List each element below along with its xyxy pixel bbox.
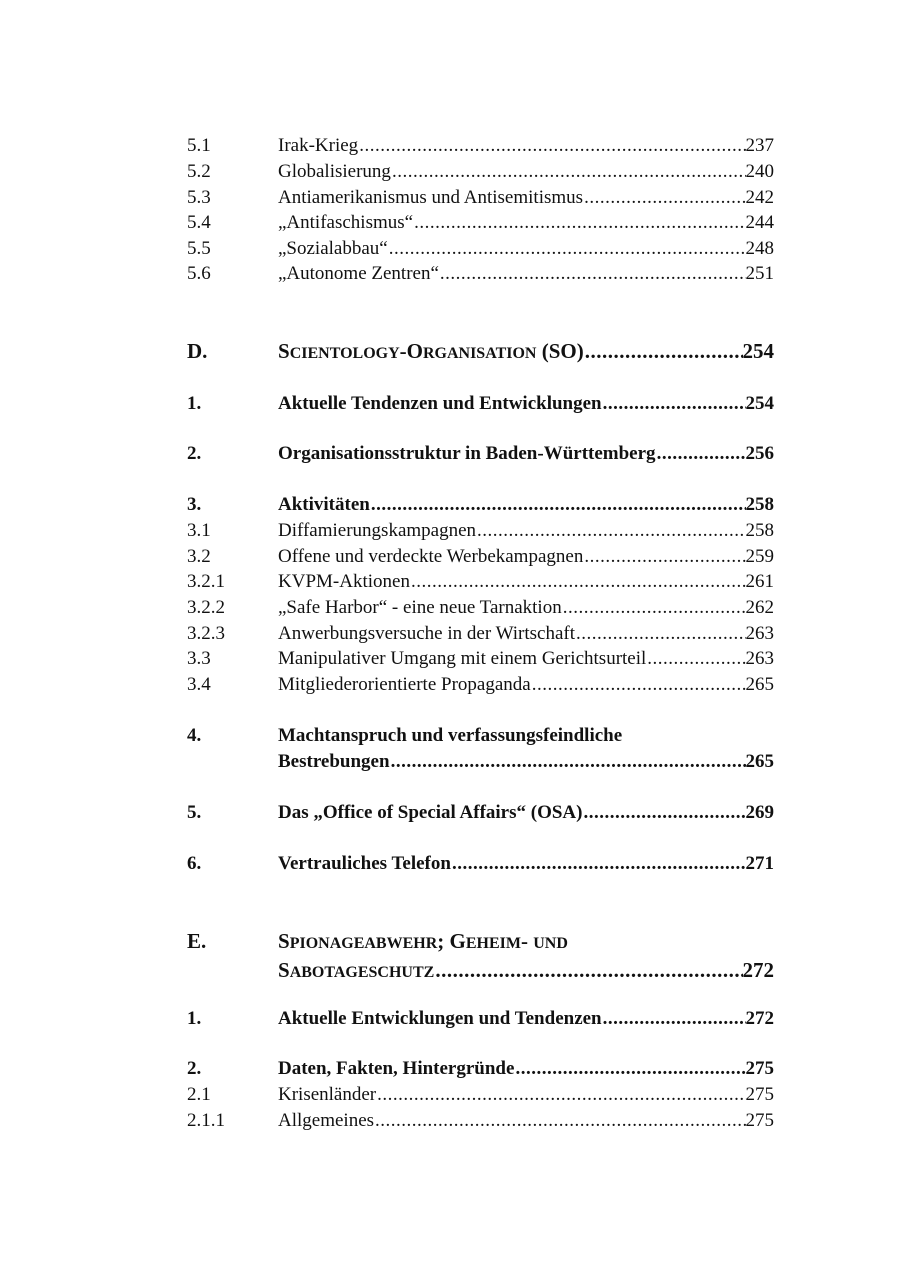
toc-entry-d-3[interactable] (187, 492, 774, 518)
entry-title: Das „Office of Special Affairs“ (OSA) (278, 802, 583, 823)
entry-number: 5.6 (187, 263, 211, 284)
toc-entry-5-6[interactable] (187, 261, 774, 287)
entry-number: 3.2.3 (187, 623, 225, 644)
dot-leader (410, 569, 746, 595)
dot-leader (439, 261, 746, 287)
entry-page: 258 (745, 520, 774, 541)
dot-leader (562, 595, 746, 621)
entry-title-line1: Machtanspruch und verfassungsfeindliche (278, 725, 623, 746)
entry-title: Antiamerikanismus und Antisemitismus (278, 187, 584, 208)
entry-number: 3.3 (187, 648, 211, 669)
section-letter: E. (187, 929, 207, 953)
entry-title: Allgemeines (278, 1110, 375, 1131)
entry-title: Krisenländer (278, 1084, 377, 1105)
toc-entry-5-5[interactable] (187, 236, 774, 262)
entry-number: 5.2 (187, 161, 211, 182)
dot-leader (370, 492, 746, 518)
entry-page: 240 (745, 161, 774, 182)
dot-leader (575, 621, 746, 647)
entry-title: Organisationsstruktur in Baden-Württemberg (278, 443, 656, 464)
entry-page: 244 (745, 212, 774, 233)
section-page: 254 (742, 339, 774, 363)
toc-entry-d-3-4[interactable] (187, 672, 774, 698)
entry-page: 263 (745, 648, 774, 669)
entry-page: 275 (745, 1084, 774, 1105)
entry-title: Aktuelle Tendenzen und Entwicklungen (278, 393, 602, 414)
entry-page: 265 (745, 750, 774, 772)
toc-entry-5-2[interactable] (187, 159, 774, 185)
entry-page: 237 (745, 135, 774, 156)
entry-page: 271 (745, 853, 774, 874)
entry-number: 6. (187, 853, 202, 874)
dot-leader (451, 851, 746, 877)
toc-entry-d-4[interactable] (187, 723, 774, 774)
dot-leader (602, 1006, 746, 1032)
entry-title: Aktivitäten (278, 494, 370, 515)
toc-entry-5-3[interactable] (187, 185, 774, 211)
toc-entry-d-6[interactable] (187, 851, 774, 877)
entry-page: 259 (745, 546, 774, 567)
dot-leader (358, 133, 745, 159)
toc-entry-5-1[interactable] (187, 133, 774, 159)
entry-title-line2: Bestrebungen (278, 750, 390, 772)
dot-leader (388, 236, 746, 262)
dot-leader (531, 672, 746, 698)
entry-page: 265 (745, 674, 774, 695)
toc-entry-d-1[interactable] (187, 391, 774, 417)
entry-title: Aktuelle Entwicklungen und Tendenzen (278, 1008, 602, 1029)
entry-page: 275 (745, 1110, 774, 1131)
dot-leader (374, 1108, 745, 1134)
toc-entry-e-2-1-1[interactable] (187, 1108, 774, 1134)
toc-entry-d-3-2-2[interactable] (187, 595, 774, 621)
entry-title: „Autonome Zentren“ (278, 263, 439, 284)
toc-section-d[interactable] (187, 338, 774, 367)
entry-title: Anwerbungsversuche in der Wirtschaft (278, 623, 575, 644)
entry-number: 5.3 (187, 187, 211, 208)
toc-entry-e-2-1[interactable] (187, 1082, 774, 1108)
entry-number: 2.1 (187, 1084, 211, 1105)
section-title: SCIENTOLOGY-ORGANISATION (SO) (278, 339, 584, 363)
entry-page: 251 (745, 263, 774, 284)
entry-number: 3.1 (187, 520, 211, 541)
entry-page: 275 (745, 1058, 774, 1079)
entry-title: „Safe Harbor“ - eine neue Tarnaktion (278, 597, 562, 618)
entry-number: 2. (187, 1058, 202, 1079)
dot-leader (602, 391, 746, 417)
toc-entry-d-2[interactable] (187, 441, 774, 467)
entry-number: 5.1 (187, 135, 211, 156)
dot-leader (646, 646, 745, 672)
section-title-line1: SPIONAGEABWEHR; GEHEIM- UND (278, 929, 568, 953)
section-title-line2: SABOTAGESCHUTZ (278, 958, 435, 982)
entry-number: 2. (187, 443, 202, 464)
toc-entry-d-3-2[interactable] (187, 544, 774, 570)
dot-leader (583, 185, 745, 211)
entry-page: 262 (745, 597, 774, 618)
entry-number: 5. (187, 802, 202, 823)
dot-leader (376, 1082, 745, 1108)
entry-number: 1. (187, 393, 202, 414)
entry-title: Irak-Krieg (278, 135, 359, 156)
entry-page: 269 (745, 802, 774, 823)
entry-page: 254 (745, 393, 774, 414)
dot-leader (391, 159, 746, 185)
entry-title: Daten, Fakten, Hintergründe (278, 1058, 515, 1079)
dot-leader (476, 518, 745, 544)
entry-title: Globalisierung (278, 161, 391, 182)
entry-number: 3.2 (187, 546, 211, 567)
entry-number: 2.1.1 (187, 1110, 225, 1131)
toc-entry-e-2[interactable] (187, 1056, 774, 1082)
toc-entry-e-1[interactable] (187, 1006, 774, 1032)
toc-entry-d-3-2-1[interactable] (187, 569, 774, 595)
entry-title: „Antifaschismus“ (278, 212, 414, 233)
toc-entry-d-3-2-3[interactable] (187, 621, 774, 647)
entry-number: 5.5 (187, 238, 211, 259)
entry-page: 242 (745, 187, 774, 208)
entry-page: 261 (745, 571, 774, 592)
dot-leader (413, 210, 745, 236)
entry-title: Manipulativer Umgang mit einem Gerichtsurteil (278, 648, 647, 669)
dot-leader (390, 749, 746, 775)
entry-number: 3.2.1 (187, 571, 225, 592)
toc-section-e[interactable] (187, 928, 774, 986)
dot-leader (434, 957, 742, 983)
dot-leader (514, 1056, 745, 1082)
entry-page: 256 (745, 443, 774, 464)
dot-leader (584, 338, 743, 364)
entry-page: 263 (745, 623, 774, 644)
entry-number: 1. (187, 1008, 202, 1029)
entry-title: Offene und verdeckte Werbekampagnen (278, 546, 584, 567)
toc-entry-d-3-1[interactable] (187, 518, 774, 544)
entry-number: 5.4 (187, 212, 211, 233)
entry-page: 258 (745, 494, 774, 515)
entry-title: Mitgliederorientierte Propaganda (278, 674, 531, 695)
entry-title: Vertrauliches Telefon (278, 853, 451, 874)
toc-entry-d-5[interactable] (187, 800, 774, 826)
entry-number: 3.4 (187, 674, 211, 695)
entry-number: 4. (187, 725, 202, 746)
entry-title: KVPM-Aktionen (278, 571, 410, 592)
dot-leader (656, 441, 746, 467)
toc-entry-d-3-3[interactable] (187, 646, 774, 672)
section-letter: D. (187, 339, 208, 363)
entry-title: Diffamierungskampagnen (278, 520, 477, 541)
dot-leader (582, 800, 745, 826)
dot-leader (583, 544, 745, 570)
entry-title: „Sozialabbau“ (278, 238, 388, 259)
entry-page: 248 (745, 238, 774, 259)
entry-number: 3.2.2 (187, 597, 225, 618)
entry-number: 3. (187, 494, 202, 515)
section-page: 272 (742, 958, 774, 982)
entry-page: 272 (745, 1008, 774, 1029)
toc-entry-5-4[interactable] (187, 210, 774, 236)
